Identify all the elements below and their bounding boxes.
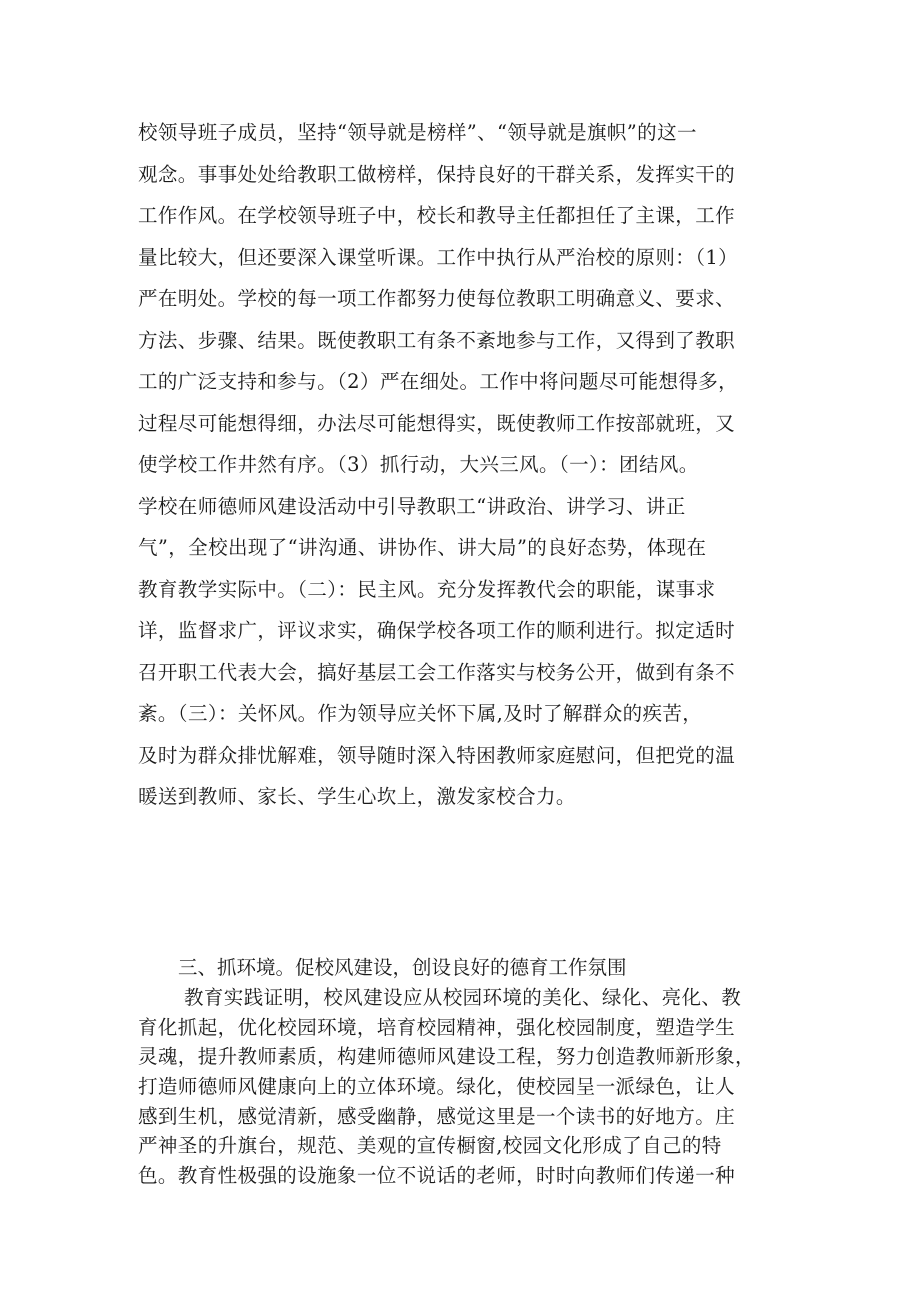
text-line: 校领导班子成员，坚持“领导就是榜样”、“领导就是旗帜”的这一 xyxy=(138,121,697,144)
paragraph-leadership-style xyxy=(138,112,798,818)
text-line: 暖送到教师、家长、学生心坎上，激发家校合力。 xyxy=(138,785,576,808)
text-line: 工的广泛支持和参与。（2）严在细处。工作中将问题尽可能想得多， xyxy=(138,370,739,393)
text-line: 工作作风。在学校领导班子中，校长和教导主任都担任了主课，工作 xyxy=(138,204,736,227)
text-line: 打造师德师风健康向上的立体环境。绿化，使校园呈一派绿色，让人 xyxy=(138,1075,736,1099)
paragraph-campus-environment xyxy=(138,983,798,1191)
text-line: 使学校工作井然有序。（3）抓行动，大兴三风。（一）：团结风。 xyxy=(138,453,699,476)
text-line: 教育实践证明，校风建设应从校园环境的美化、绿化、亮化、教 xyxy=(184,986,742,1009)
text-line: 感到生机，感觉清新，感受幽静，感觉这里是一个读书的好地方。庄 xyxy=(138,1104,736,1128)
section-heading: 三、抓环境。促校风建设，创设良好的德育工作氛围 xyxy=(178,956,627,979)
text-line: 紊。（三）：关怀风。作为领导应关怀下属,及时了解群众的疾苦， xyxy=(138,702,703,725)
text-line: 气”，全校出现了“讲沟通、讲协作、讲大局”的良好态势，体现在 xyxy=(138,536,707,559)
text-line: 教育教学实际中。（二）：民主风。充分发挥教代会的职能，谋事求 xyxy=(138,577,716,601)
text-line: 灵魂，提升教师素质，构建师德师风建设工程，努力创造教师新形象， xyxy=(138,1045,755,1069)
text-line: 色。教育性极强的设施象一位不说话的老师，时时向教师们传递一种 xyxy=(138,1164,736,1188)
text-line: 育化抓起，优化校园环境，培育校园精神，强化校园制度，塑造学生 xyxy=(138,1015,736,1039)
text-line: 量比较大，但还要深入课堂听课。工作中执行从严治校的原则：（1） xyxy=(138,245,739,269)
text-line: 严神圣的升旗台，规范、美观的宣传橱窗,校园文化形成了自己的特 xyxy=(138,1134,722,1158)
text-line: 观念。事事处处给教职工做榜样，保持良好的干群关系，发挥实干的 xyxy=(138,162,736,186)
text-line: 详，监督求广，评议求实，确保学校各项工作的顺利进行。拟定适时 xyxy=(138,619,736,642)
text-line: 学校在师德师风建设活动中引导教职工“讲政治、讲学习、讲正 xyxy=(138,494,686,518)
text-line: 方法、步骤、结果。既使教职工有条不紊地参与工作，又得到了教职 xyxy=(138,328,736,352)
text-line: 召开职工代表大会，搞好基层工会工作落实与校务公开，做到有条不 xyxy=(138,660,736,684)
text-line: 过程尽可能想得细，办法尽可能想得实，既使教师工作按部就班，又 xyxy=(138,411,736,435)
text-line: 及时为群众排忧解难，领导随时深入特困教师家庭慰问，但把党的温 xyxy=(138,743,736,767)
text-line: 严在明处。学校的每一项工作都努力使每位教职工明确意义、要求、 xyxy=(138,287,736,310)
